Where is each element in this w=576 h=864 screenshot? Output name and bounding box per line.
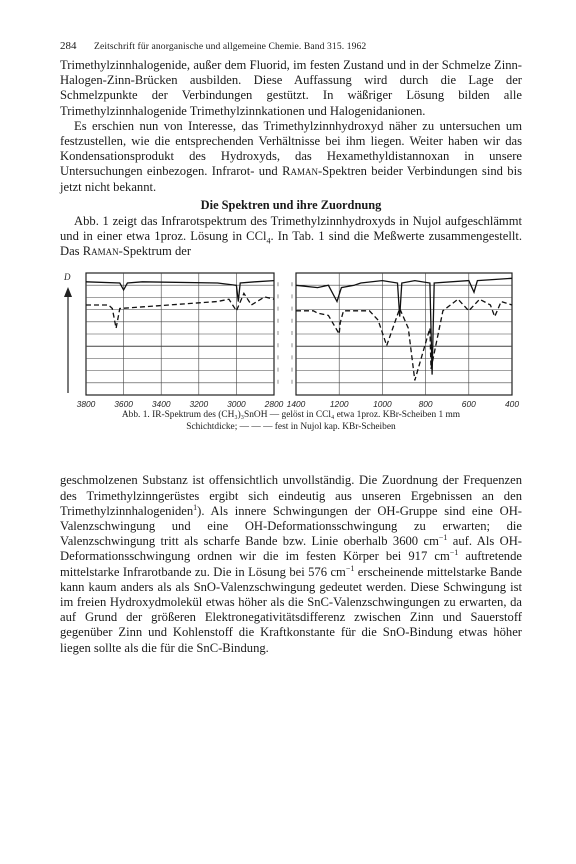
series-nujol-dashed [296, 300, 512, 381]
x-tick-label: 3000 [227, 399, 246, 410]
section-heading: Die Spektren und ihre Zuordnung [200, 197, 382, 212]
paragraph-1: Trimethylzinnhalogenide, außer dem Fluorid, im festen Zustand und in der Schmelze Zinn-Halogen-Zinn-Brücken ausbilden. Diese Auffassung wird durch die Lage der Schmelzpunkte der Verbindungen gestützt. In wäßriger Lösung bilden alle Trimethylzinnhalogenide Trimethylzinnkationen und Halogenidanionen. [60, 58, 522, 118]
figure-ir-spectrum [60, 263, 522, 463]
journal-title: Zeitschrift für anorganische und allgemeine Chemie. Band 315. 1962 [94, 41, 367, 52]
x-tick-label: 600 [461, 399, 476, 410]
paragraph-3: Abb. 1 zeigt das Infrarotspektrum des Trimethylzinnhydroxyds in Nujol aufgeschlämmt und in einer etwa 1proz. Lösung in CCl$_4$. In Tab. 1 sind die Meßwerte zusammengestellt. Das Raman-Spektrum der [60, 213, 522, 259]
page-number: 284 [60, 40, 77, 52]
x-tick-label: 3600 [114, 399, 133, 410]
name-raman: Raman [282, 164, 318, 179]
body-text-top [60, 58, 522, 259]
x-tick-label: 1200 [329, 399, 349, 410]
body-text-bottom [60, 473, 522, 655]
x-tick-label: 3400 [151, 399, 171, 410]
running-header [60, 40, 522, 58]
series-nujol-dashed [86, 294, 274, 329]
x-tick-label: 800 [418, 399, 433, 410]
y-axis-label: D [64, 272, 71, 283]
reference-mark: 1 [193, 502, 198, 512]
ir-spectrum-chart [60, 263, 522, 409]
caption-line-2: Schichtdicke; — — — fest in Nujol kap. KBr-Scheiben [186, 422, 396, 433]
x-tick-label: 1000 [373, 399, 392, 410]
x-tick-label: 1400 [286, 399, 306, 410]
x-tick-label: 3800 [76, 399, 96, 410]
series-ccl4-solid [296, 279, 512, 375]
caption-line-1: Abb. 1. IR-Spektrum des (CH₃)₃SnOH — gelöst in CCl₄ etwa 1proz. KBr-Scheiben 1 mm [121, 410, 461, 421]
paragraph-2: Es erschien nun von Interesse, das Trimethylzinnhydroxyd näher zu untersuchen um festzustellen, wie die entsprechenden Verhältnisse bei ihm liegen. Weiter haben wir das Kondensationsprodukt des Hydroxyds, das Hexamethyldistannoxan in unsere Untersuchungen einbezogen. Infrarot- und Raman-Spektren beider Verbindungen sind bis jetzt nicht bekannt. [60, 118, 522, 194]
name-raman: Raman [82, 244, 119, 259]
page [60, 40, 522, 656]
series-ccl4-solid [86, 281, 274, 302]
x-tick-label: 400 [505, 399, 519, 410]
x-tick-label: 3200 [189, 399, 209, 410]
paragraph-4: geschmolzenen Substanz ist offensichtlich unvollständig. Die Zuordnung der Frequenzen des Trimethylzinngerüstes ergibt sich eindeutig aus unseren Ergebnissen an den Trimethylzinnhalogeniden$^1$). Als innere Schwingungen der OH-Gruppe sind eine OH-Valenzschwingung und eine OH-Deformationsschwingung zu erwarten; die Valenzschwingung tritt als scharfe Bande bzw. Linie oberhalb 3600 $cm^{-1}$ auf. Als OH-Deformationsschwingung ordnen wir die im festen Körper bei 917 $cm^{-1}$ auftretende mittelstarke Infrarotbande zu. Die in Lösung bei 576 $cm^{-1}$ erscheinende mittelstarke Bande kann kaum anders als als SnO-Valenzschwingung gedeutet werden. Diese Schwingung ist im freien Hydroxydmolekül etwas höher als die SnC-Valenzschwingungen zu erwarten, da auf Grund der größeren Elektronegativitätsdifferenz zwischen Zinn und Sauerstoff gegenüber Zinn und Kohlenstoff die Kraftkonstante für die SnO-Bindung etwas höher liegen sollte als die für die SnC-Bindung. [60, 473, 522, 655]
x-tick-label: 2800 [264, 399, 284, 410]
y-axis-arrow-head [64, 287, 72, 297]
figure-caption [60, 409, 522, 433]
